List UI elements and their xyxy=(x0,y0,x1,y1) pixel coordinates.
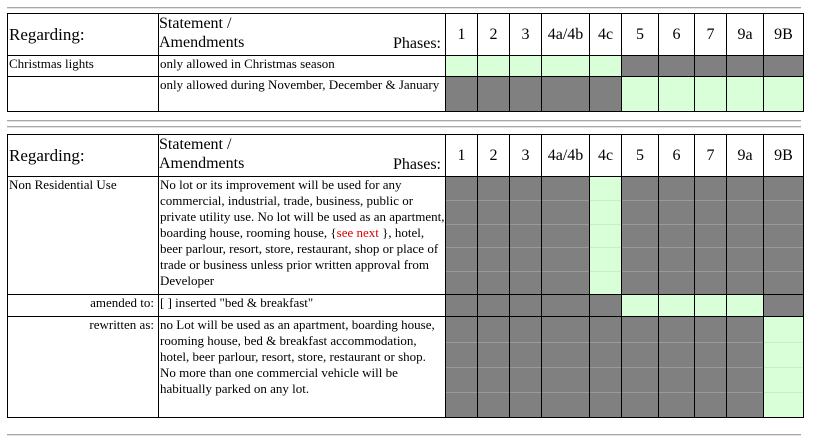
cell-grid-line xyxy=(542,392,589,393)
phase-cell xyxy=(727,177,764,295)
phase-cell xyxy=(510,317,542,418)
cell-grid-line xyxy=(510,200,541,201)
cell-grid-line xyxy=(446,224,477,225)
cell-grid-line xyxy=(478,392,509,393)
cell-grid-line xyxy=(622,367,658,368)
cell-grid-line xyxy=(446,247,477,248)
statement-text-part: No lot or its improvement will be used for any commercial, industrial, trade, business, public or private utility use. No lot will be used as an apartment, boarding house, rooming house, { xyxy=(160,177,445,240)
cell-grid-line xyxy=(764,342,803,343)
phase-header: 9B xyxy=(764,135,804,177)
cell-grid-line xyxy=(590,367,621,368)
phase-cell xyxy=(510,77,542,112)
cell-grid-line xyxy=(510,367,541,368)
phase-cell xyxy=(764,56,804,77)
statement-text: [ ] inserted "bed & breakfast" xyxy=(159,295,446,317)
phase-header: 4c xyxy=(590,135,622,177)
cell-grid-line xyxy=(510,247,541,248)
divider-top xyxy=(7,7,801,9)
cell-grid-line xyxy=(510,342,541,343)
statement-text-part: }, hotel, beer parlour, resort, store, restaurant, shop or place of trade or business unless prior written approval from Developer xyxy=(160,225,439,288)
amendments-header-label: Amendments xyxy=(159,155,245,172)
cell-grid-line xyxy=(590,224,621,225)
cell-grid-line xyxy=(590,392,621,393)
phase-cell xyxy=(695,77,727,112)
cell-grid-line xyxy=(659,247,694,248)
cell-grid-line xyxy=(695,342,726,343)
phase-header: 7 xyxy=(695,135,727,177)
phase-cell xyxy=(695,295,727,317)
phase-cell xyxy=(446,77,478,112)
phase-cell xyxy=(727,317,764,418)
row-label: amended to: xyxy=(8,295,159,317)
cell-grid-line xyxy=(590,271,621,272)
cell-grid-line xyxy=(695,367,726,368)
phase-cell xyxy=(659,177,695,295)
phase-cell xyxy=(764,177,804,295)
phase-header: 4a/4b xyxy=(542,135,590,177)
cell-grid-line xyxy=(727,200,763,201)
divider-middle-2 xyxy=(7,126,801,128)
phase-cell xyxy=(622,77,659,112)
phase-cell xyxy=(622,177,659,295)
phase-cell xyxy=(542,317,590,418)
divider-middle xyxy=(7,120,801,122)
cell-grid-line xyxy=(659,224,694,225)
cell-grid-line xyxy=(764,247,803,248)
phase-cell xyxy=(446,317,478,418)
phase-cell xyxy=(764,295,804,317)
phases-table-christmas-lights xyxy=(7,13,804,112)
phase-cell xyxy=(478,56,510,77)
phase-cell xyxy=(542,295,590,317)
row-label: Non Residential Use xyxy=(8,177,159,295)
cell-grid-line xyxy=(659,367,694,368)
cell-grid-line xyxy=(727,247,763,248)
cell-grid-line xyxy=(695,392,726,393)
cell-grid-line xyxy=(695,247,726,248)
cell-grid-line xyxy=(478,271,509,272)
cell-grid-line xyxy=(764,224,803,225)
cell-grid-line xyxy=(542,247,589,248)
cell-grid-line xyxy=(446,392,477,393)
cell-grid-line xyxy=(542,200,589,201)
cell-grid-line xyxy=(622,247,658,248)
phase-cell xyxy=(727,56,764,77)
cell-grid-line xyxy=(695,271,726,272)
phase-header: 2 xyxy=(478,14,510,56)
cell-grid-line xyxy=(622,224,658,225)
cell-grid-line xyxy=(542,224,589,225)
cell-grid-line xyxy=(659,392,694,393)
cell-grid-line xyxy=(446,200,477,201)
phase-header: 6 xyxy=(659,135,695,177)
phase-header: 3 xyxy=(510,14,542,56)
column-header-regarding: Regarding: xyxy=(8,135,159,177)
phase-cell xyxy=(590,317,622,418)
statement-text: only allowed during November, December & January xyxy=(159,77,446,112)
phase-cell xyxy=(659,295,695,317)
cell-grid-line xyxy=(478,342,509,343)
phase-header: 6 xyxy=(659,14,695,56)
phase-cell xyxy=(446,56,478,77)
phase-cell xyxy=(446,177,478,295)
phase-cell xyxy=(478,317,510,418)
phase-cell xyxy=(695,317,727,418)
column-header-statement xyxy=(159,14,446,56)
phase-cell xyxy=(590,56,622,77)
phase-header: 4c xyxy=(590,14,622,56)
cell-grid-line xyxy=(478,200,509,201)
cell-grid-line xyxy=(446,342,477,343)
table-row xyxy=(8,317,804,418)
phase-cell xyxy=(542,177,590,295)
phase-header: 4a/4b xyxy=(542,14,590,56)
phases-header-label: Phases: xyxy=(393,35,441,52)
cell-grid-line xyxy=(727,224,763,225)
phase-cell xyxy=(659,56,695,77)
cell-grid-line xyxy=(764,392,803,393)
phase-header: 2 xyxy=(478,135,510,177)
phase-cell xyxy=(590,77,622,112)
cell-grid-line xyxy=(659,200,694,201)
cell-grid-line xyxy=(659,271,694,272)
phase-cell xyxy=(478,77,510,112)
statement-header-label: Statement / xyxy=(159,136,232,153)
phase-header: 9a xyxy=(727,135,764,177)
statement-text xyxy=(159,177,446,295)
row-label: rewritten as: xyxy=(8,317,159,418)
cell-grid-line xyxy=(446,367,477,368)
phase-cell xyxy=(542,77,590,112)
phase-cell xyxy=(478,177,510,295)
cell-grid-line xyxy=(727,271,763,272)
cell-grid-line xyxy=(695,224,726,225)
statement-text: only allowed in Christmas season xyxy=(159,56,446,77)
cell-grid-line xyxy=(622,200,658,201)
table-row xyxy=(8,177,804,295)
phase-cell xyxy=(659,77,695,112)
phase-cell xyxy=(764,317,804,418)
phase-cell xyxy=(622,317,659,418)
cell-grid-line xyxy=(727,367,763,368)
phase-cell xyxy=(727,77,764,112)
cell-grid-line xyxy=(542,367,589,368)
cell-grid-line xyxy=(764,200,803,201)
phase-header: 1 xyxy=(446,135,478,177)
table-row xyxy=(8,56,804,77)
phase-header: 7 xyxy=(695,14,727,56)
cell-grid-line xyxy=(478,247,509,248)
cell-grid-line xyxy=(590,342,621,343)
column-header-statement xyxy=(159,135,446,177)
phase-header: 5 xyxy=(622,14,659,56)
cell-grid-line xyxy=(478,367,509,368)
phase-cell xyxy=(659,317,695,418)
cell-grid-line xyxy=(622,342,658,343)
phase-cell xyxy=(727,295,764,317)
cell-grid-line xyxy=(727,342,763,343)
row-label: Christmas lights xyxy=(8,56,159,77)
cell-grid-line xyxy=(622,271,658,272)
divider-bottom xyxy=(7,434,801,436)
phase-cell xyxy=(446,295,478,317)
cell-grid-line xyxy=(622,392,658,393)
phase-header: 9B xyxy=(764,14,804,56)
phase-cell xyxy=(622,56,659,77)
phase-cell xyxy=(590,295,622,317)
cell-grid-line xyxy=(764,367,803,368)
phase-header: 1 xyxy=(446,14,478,56)
cell-grid-line xyxy=(446,271,477,272)
cell-grid-line xyxy=(590,247,621,248)
cell-grid-line xyxy=(727,392,763,393)
table-row xyxy=(8,77,804,112)
phase-cell xyxy=(510,295,542,317)
phase-header: 9a xyxy=(727,14,764,56)
phase-cell xyxy=(695,56,727,77)
phase-cell xyxy=(764,77,804,112)
cell-grid-line xyxy=(542,271,589,272)
phase-cell xyxy=(510,56,542,77)
table-row xyxy=(8,295,804,317)
phase-cell xyxy=(510,177,542,295)
phase-cell xyxy=(542,56,590,77)
cell-grid-line xyxy=(695,200,726,201)
cell-grid-line xyxy=(510,224,541,225)
phase-header: 5 xyxy=(622,135,659,177)
phase-cell xyxy=(622,295,659,317)
statement-text: no Lot will be used as an apartment, boarding house, rooming house, bed & breakfast accommodation, hotel, beer parlour, resort, store, restaurant or shop. No more than one commercial vehicle will be habitually parked on any lot. xyxy=(159,317,446,418)
phases-table-non-residential-use xyxy=(7,134,804,418)
cell-grid-line xyxy=(510,392,541,393)
cell-grid-line xyxy=(659,342,694,343)
row-label xyxy=(8,77,159,112)
phases-header-label: Phases: xyxy=(393,156,441,173)
cell-grid-line xyxy=(542,342,589,343)
see-next-note: see next xyxy=(336,225,379,240)
phase-header: 3 xyxy=(510,135,542,177)
cell-grid-line xyxy=(510,271,541,272)
statement-header-label: Statement / xyxy=(159,15,232,32)
amendments-header-label: Amendments xyxy=(159,34,245,51)
cell-grid-line xyxy=(478,224,509,225)
cell-grid-line xyxy=(764,271,803,272)
column-header-regarding: Regarding: xyxy=(8,14,159,56)
cell-grid-line xyxy=(590,200,621,201)
phase-cell xyxy=(590,177,622,295)
phase-cell xyxy=(695,177,727,295)
phase-cell xyxy=(478,295,510,317)
